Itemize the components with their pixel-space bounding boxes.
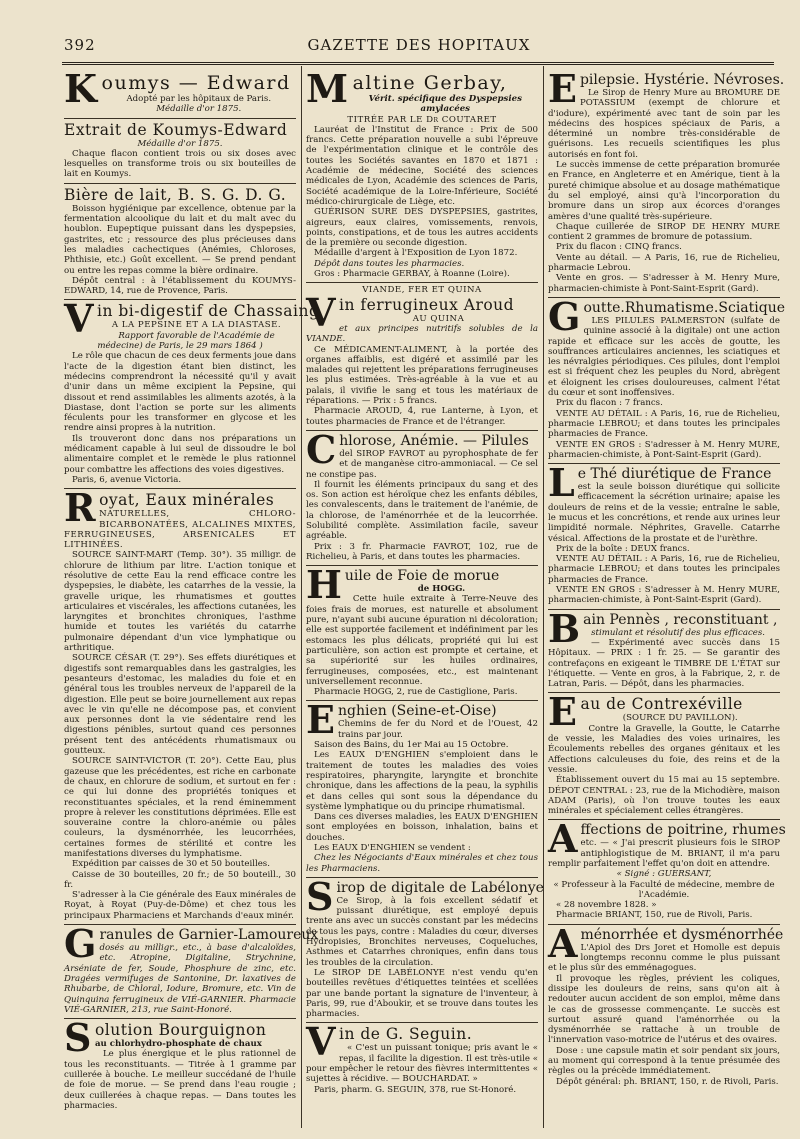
journal-title: GAZETTE DES HOPITAUX (307, 36, 531, 54)
ad-text: « C'est un puissant tonique; pris avant le « repas, il facilite la digestion. Il est très-utile « pour empêcher le retour des fièvres intermittentes « sujettes à récidive. — BOUCHARDAT. » (306, 1043, 538, 1085)
ad-text: Prix du flacon : CINQ francs. (556, 242, 682, 253)
ad-koumys-edward (64, 66, 296, 119)
ad-text: Médaille d'or 1875. (137, 138, 223, 149)
drop-cap: M (306, 66, 350, 111)
drop-cap: V (306, 1019, 336, 1065)
drop-cap: A (548, 920, 578, 966)
ad-heading: Aménorrhée et dysménorrhée (548, 920, 784, 966)
ad-text: Chemins de fer du Nord et de l'Ouest, 42 trains par jour. (337, 719, 538, 740)
ad-enghien (306, 697, 538, 877)
ad-text: Le plus énergique et le plus rationnel de tous les reconstituants. — Titrée à 1 gramme par cuillerée à bouche. Le meilleur succédané de l'huile de foie de morue. — Se prend dans l'eau rougie ; deux cuillerées à chaque repas. — Dans toutes les pharmacies. (64, 1049, 296, 1111)
ad-text: Établissement ouvert du 15 mai au 15 septembre. DÉPOT CENTRAL : 23, rue de la Michodière, maison ADAM (Paris), où l'on trouve toutes les eaux minérales et spécialement celles étrangères. (548, 775, 780, 817)
ad-sirop-favrot (306, 426, 538, 566)
ad-text: del SIROP FAVROT au pyrophosphate de fer et de manganèse citro-ammoniacal. — Ce sel ne constipe pas. (306, 448, 538, 480)
ad-heading: Epilepsie. Hystérie. Névroses. (548, 66, 785, 111)
ad-text: Médaille d'or 1875. (156, 104, 242, 115)
ad-bain-pennes (548, 605, 780, 694)
ad-heading: Koumys — Edward (64, 66, 291, 111)
ad-text: VIANDE, FER ET QUINA (362, 285, 482, 296)
column-separator (543, 66, 544, 1128)
ad-text: Ce MÉDICAMENT-ALIMENT, à la portée des organes affaiblis, est digéré et assimilé par les malades qui rejettent les préparations ferrugineuses les plus estimées. Très-agréable à la vue et au palais, il vivifie le sang et tous les matériaux de réparations. — Prix : 5 francs. (306, 344, 538, 407)
ad-text: S'adresser à la Cie générale des Eaux minérales de Royat, à Royat (Puy-de-Dôme) et chez tous les principaux Pharmaciens et Marchands d'eaux minér. (64, 890, 296, 921)
ad-heading: Sirop de digitale de Labélonye (306, 873, 544, 919)
ad-heading: Affections de poitrine, rhumes (548, 816, 786, 862)
ad-text: Saison des Bains, du 1er Mai au 15 Octobre. (314, 740, 509, 751)
ad-heading: Enghien (Seine-et-Oise) (306, 697, 497, 743)
ad-text: Lauréat de l'Institut de France : Prix de 500 francs. Cette préparation nouvelle a subi l'épreuve de l'expérimentation clinique et le contrôle des toutes les Sociétés savantes en 1870 et 1871 : Académie de médecine, Société des sciences médicales de Lyon, Académie des sciences de Paris, Société académique de la Loire-Inférieure, Société médico-chirurgicale de Liège, etc. (306, 124, 538, 207)
drop-cap: S (64, 1015, 92, 1061)
ad-text: Paris, pharm. G. SEGUIN, 378, rue St-Honoré. (314, 1084, 517, 1095)
ad-text: Prix du flacon : 7 francs. (556, 398, 663, 409)
ad-heading: Royat, Eaux minérales (64, 485, 275, 531)
drop-cap: C (306, 426, 337, 472)
ad-text: Expédition par caisses de 30 et 50 bouteilles. (72, 859, 270, 870)
column-2 (306, 66, 544, 1128)
ad-text: Les EAUX D'ENGHIEN s'emploient dans le traitement de toutes les maladies des voies respiratoires, pharyngite, laryngite et bronchite chronique, dans les affections de la peau, la syphilis et dans celles qui sont sous la dépendance du système lymphatique ou du principe rhumatismal. (306, 750, 538, 812)
ad-text: SOURCE SAINT-MART (Temp. 30°). 35 milligr. de chlorure de lithium par litre. L'action tonique et résolutive de cette Eau la rend efficace contre les dyspepsies, le diabète, les catarrhes de la vessie, la gravelle urique, les rhumatismes et gouttes articulaires et viscérales, les affections cutanées, les laryngites et bronchites chroniques, l'asthme humide et toutes les variétés du catarrhe pulmonaire dépendant d'un vice lymphatique ou arthritique. (64, 550, 296, 654)
ad-text: TITRÉE PAR LE Dr COUTARET (347, 114, 497, 125)
drop-cap: S (306, 873, 334, 919)
drop-cap: V (64, 296, 94, 342)
ad-text: — Expérimenté avec succès dans 15 Hôpitaux. — PRIX : 1 fr. 25. — Se garantir des contrefaçons en exigeant le TIMBRE DE L'ÉTAT sur l'étiquette. — Vente en gros, à la Fabrique, 2, r. de Latran, Paris. — Dépôt, dans les pharmacies. (548, 637, 780, 690)
ad-text: stimulant et résolutif des plus efficaces. (591, 627, 766, 638)
ad-text: Adopté par les hôpitaux de Paris. (126, 94, 272, 104)
ad-sirop-labelonye (306, 873, 544, 1024)
ad-text: Boisson hygiénique par excellence, obtenue par la fermentation alcoolique du lait et du malt avec du houblon. Eupeptique puissant dans les dyspepsies, gastrites, etc ; ressource des plus précieuses dans les maladies cachectiques (Anémies, Chloroses, Phthisie, etc.) Goût excellent. — Se prend pendant ou entre les repas comme la bière ordinaire. (64, 203, 296, 276)
ad-text: Prix : 3 fr. Pharmacie FAVROT, 102, rue de Richelieu, à Paris, et dans toutes les pharmacies. (306, 541, 538, 562)
ad-text: L'Apiol des Drs Joret et Homolle est depuis longtemps reconnu comme le plus puissant et le plus sûr des emménagogues. (548, 942, 780, 974)
ad-text: Les EAUX D'ENGHIEN se vendent : (314, 843, 471, 853)
ad-text: etc. — « J'ai prescrit plusieurs fois le SIROP antiphlogistique de M. BRIANT, il m'a paru remplir parfaitement l'effet qu'on doit en attendre. (548, 838, 780, 869)
ad-text: (SOURCE DU PAVILLON). (622, 713, 738, 724)
drop-cap: B (548, 605, 581, 651)
ad-contrexeville (548, 689, 780, 820)
ad-text: Le SIROP DE LABÉLONYE n'est vendu qu'en bouteilles revêtues d'étiquettes teintées et scellées par une bande portant la signature de l'inventeur, à Paris, 99, rue d'Aboukir, et se trouve dans toutes les pharmacies. (306, 967, 538, 1020)
ad-text: Pharmacie BRIANT, 150, rue de Rivoli, Paris. (556, 910, 753, 921)
ad-granules-garnier (64, 921, 319, 1019)
ad-heading: Chlorose, Anémie. — Pilules (306, 426, 529, 472)
ad-text: SOURCE CÉSAR (T. 29°). Ses effets diurétiques et digestifs sont remarquables dans les gastralgies, les pesanteurs d'estomac, les maladies du foie et en général tous les troubles nerveux de l'appareil de la digestion. Elle peut se boire journellement aux repas avec le vin qu'elle ne décompose pas, et convient aux personnes dont la vie sédentaire rend les digestions pénibles, surtout quand ces personnes présent tent des antécédents rhumatismaux ou goutteux. (64, 653, 296, 757)
ad-heading: Eau de Contrexéville (548, 689, 743, 735)
ad-text: LES PILULES PALMERSTON (sulfate de quinine associé à la digitale) ont une action rapide et efficace sur les accès de goutte, les souffrances articulaires anciennes, les sciatiques et les névralgies périodiques. Ces pilules, dont l'emploi est si fréquent chez les peuples du Nord, abrègent et éloignent les crises douloureuses, calment l'état du cœur et sont inoffensives. (548, 315, 780, 399)
ad-heading: Vin de G. Seguin. (306, 1019, 473, 1065)
ad-text: Dépôt dans toutes les pharmacies. (314, 258, 465, 269)
ad-text: SOURCE SAINT-VICTOR (T. 20°). Cette Eau, plus gazeuse que les précédentes, est riche en carbonate de chaux, en chlorure de sodium, et surtout en fer : ce qui lui donne des propriétés toniques et reconstituantes spéciales, et la rend éminemment propre à relever les constitutions déprimées. Elle est souveraine contre la chloro-anémie ou pâles couleurs, la dysménorrhée, les leucorrhées, certaines formes de stérilité et contre les manifestations diverses du lymphatisme. (64, 756, 296, 859)
ad-text: Rapport favorable de l'Académie de médecine) de Paris, le 29 mars 1864 ) (97, 330, 275, 352)
ad-royat (64, 485, 296, 925)
ad-text: Cette huile extraite à Terre-Neuve des foies frais de morues, est naturelle et absolument pure, n'ayant subi aucune épuration ni décoloration; elle est supportée facilement et indéfiniment par les estomacs les plus délicats, propriété qui lui est particulière, son action est prompte et certaine, et sa supériorité sur les huiles ordinaires, ferrugineuses, composées, etc., est maintenant universellement reconnue. (306, 594, 538, 687)
ad-maltine-gerbay (306, 66, 538, 283)
ad-text: Pharmacie AROUD, 4, rue Lanterne, à Lyon, et toutes pharmacies de France et de l'étranger. (306, 406, 538, 427)
ad-text: VENTE EN GROS : S'adresser à M. Henry MURE, pharmacien-chimiste, à Pont-Saint-Esprit (Gard). (548, 585, 780, 606)
ad-affections-poitrine (548, 816, 786, 924)
drop-cap: G (548, 293, 581, 339)
ad-the-diuretique (548, 460, 780, 610)
ad-heading: Extrait de Koumys-Edward (64, 120, 288, 139)
ad-text: Gros : Pharmacie GERBAY, à Roanne (Loire). (314, 269, 510, 280)
ad-text: GUÉRISON SURE DES DYSPEPSIES, gastrites, aigreurs, eaux claires, vomissements, renvois, points, constipations, et de tous les autres accidents de la première ou seconde digestion. (306, 207, 538, 249)
ad-text: VENTE EN GROS : S'adresser à M. Henry MURE, pharmacien-chimiste, à Pont-Saint-Esprit (Gard). (548, 439, 780, 460)
ad-text: Caisse de 30 bouteilles, 20 fr.; de 50 bouteill., 30 fr. (64, 869, 296, 890)
ad-apiol (548, 920, 784, 1090)
ad-text: Il provoque les règles, prévient les coliques, dissipe les douleurs de reins, sans qu'on ait à redouter aucun accident de son emploi, même dans le cas de grossesse commençante. Le succès est surtout assuré quand l'aménorrhée ou la dysménorrhée se rattache à un trouble de l'innervation vaso-motrice de l'utérus et des ovaires. (548, 973, 780, 1046)
ad-solution-bourguignon (64, 1015, 296, 1114)
drop-cap: E (548, 66, 577, 111)
ad-text: est la seule boisson diurétique qui sollicite efficacement la sécrétion urinaire; apaise les douleurs de reins et de la vessie; entraîne le sable, le mucus et les concrétions, et rende aux urines leur limpidité normale. Néphrites, Gravelle. Catarrhe vésical. Affections de la prostate et de l'urèthre. (548, 482, 780, 544)
column-1 (64, 66, 320, 1128)
ad-huile-hogg (306, 562, 538, 701)
ad-goutte-rhumatisme (548, 293, 786, 464)
drop-cap: K (64, 66, 99, 111)
ad-heading: Bière de lait, B. S. G. D. G. (64, 185, 287, 204)
ad-text: AU QUINA (412, 313, 465, 324)
ad-text: Dépôt général: ph. BRIANT, 150, r. de Rivoli, Paris. (556, 1076, 779, 1087)
ad-vin-seguin (306, 1019, 538, 1097)
ad-heading: Bain Pennès , reconstituant , (548, 605, 778, 651)
ad-text: Ils trouveront donc dans nos préparations un médicament capable à lui seul de dissoudre le bol alimentaire complet et le remède le plus rationnel pour combattre les affections des voies digestives. (64, 433, 296, 475)
drop-cap: H (306, 562, 342, 608)
ad-text: VENTE AU DÉTAIL : A Paris, 16, rue de Richelieu, pharmacie LEBROU; et dans toutes les principales pharmacies de France. (548, 408, 780, 440)
page-header (64, 36, 774, 58)
ad-text: Il fournit les éléments principaux du sang et des os. Son action est héroïque chez les enfants débiles, les convalescents, dans le traitement de l'anémie, de la chlorose, de l'aménorrhée et de la leucorrhée. Solubilité complète. Assimilation facile, saveur agréable. (306, 479, 538, 542)
ad-biere-de-lait (64, 184, 296, 301)
ad-text: Le succès immense de cette préparation bromurée en France, en Angleterre et en Amérique, tient à la pureté chimique absolue et au dosage mathématique du sel employé, ainsi qu'à l'incorporation du bromure dans un sirop aux écorces d'oranges amères d'une qualité très-supérieure. (548, 160, 780, 222)
ad-text: Pharmacie HOGG, 2, rue de Castiglione, Paris. (314, 687, 518, 698)
ad-heading: Goutte.Rhumatisme.Sciatique (548, 293, 786, 339)
ad-text: Ce Sirop, à la fois excellent sédatif et puissant diurétique, est employé depuis trente ans avec un succès constant par les médecins de tous les pays, contre : Maladies du cœur, diverses Hydropisies, Bronchites nerveuses, Coqueluches, Asthmes et Catarrhes chroniques, enfin dans tous les troubles de la circulation. (306, 895, 538, 968)
ad-text: « Signé : GUERSANT, (616, 869, 712, 880)
ad-text: Dans ces diverses maladies, les EAUX D'ENGHIEN sont employées en boisson, inhalation, bains et douches. (306, 812, 538, 843)
drop-cap: A (548, 816, 578, 862)
drop-cap: G (64, 921, 97, 967)
drop-cap: R (64, 485, 97, 531)
ad-text: Chez les Négociants d'Eaux minérales et chez tous les Pharmaciens. (306, 853, 538, 874)
ad-text: VENTE AU DÉTAIL : A Paris, 16, rue de Richelieu, pharmacie LEBROU; et dans toutes les principales pharmacies de France. (548, 554, 780, 585)
ad-heading: Granules de Garnier-Lamoureux (64, 921, 319, 967)
ad-text: dosés au milligr., etc., à base d'alcaloïdes, etc. Atropine, Digitaline, Strychnine, Arséniate de fer, Soude, Phosphure de zinc, etc. Dragées vermifuges de Santonine, Dr. laxatives de Rhubarbe, de Chloral, Iodure, Bromure, etc. Vin de Quinquina ferrugineux de VIÉ-GARNIER. Pharmacie VIÉ-GARNIER, 213, rue Saint-Honoré. (64, 943, 296, 1015)
ad-text: Vente au détail. — A Paris, 16, rue de Richelieu, pharmacie Lebrou. (548, 252, 780, 274)
drop-cap: V (306, 289, 336, 335)
ad-text: Le rôle que chacun de ces deux ferments joue dans l'acte de la digestion étant bien distinct, les médecins comprendront la nécessité qu'il y avait d'unir dans un même excipient la Pepsine, qui dissout et rend assimilables les aliments azotés, à la Diastase, dont l'action se porte sur les aliments féculents pour les transformer en glycose et les rendre ainsi propres à la nutrition. (64, 351, 296, 434)
ad-text: « 28 novembre 1828. » (556, 900, 657, 911)
ad-extrait-koumys (64, 119, 296, 184)
ad-text: Dose : une capsule matin et soir pendant six jours, au moment qui correspond à la tenue présumée des règles ou la précède immédiatement. (548, 1045, 780, 1077)
ad-text: Chaque flacon contient trois ou six doses avec lesquelles on transforme trois ou six bouteilles de lait en Koumys. (64, 148, 296, 180)
ad-text: Vérit. spécifique des Dyspepsies amylacées (368, 94, 522, 115)
column-separator (301, 66, 302, 1128)
ad-text: Vente en gros. — S'adresser à M. Henry Mure, pharmacien-chimiste à Pont-Saint-Esprit (Gard). (548, 273, 780, 294)
ad-vin-chassaing (64, 296, 320, 489)
ad-text: Chaque cuillerée de SIROP DE HENRY MURE contient 2 grammes de bromure de potassium. (548, 221, 780, 243)
ad-text: de HOGG. (417, 584, 466, 595)
drop-cap: E (306, 697, 335, 743)
ad-heading: Huile de Foie de morue (306, 562, 500, 608)
ad-epilepsie (548, 66, 785, 298)
drop-cap: E (548, 689, 578, 735)
ad-text: A LA PEPSINE ET A LA DIASTASE. (111, 320, 282, 331)
ad-text: Paris, 6, avenue Victoria. (72, 474, 182, 485)
ad-heading: Vin ferrugineux Aroud (306, 289, 515, 335)
ad-text: « Professeur à la Faculté de médecine, membre de l'Académie. (553, 879, 775, 900)
page-number: 392 (64, 36, 96, 54)
ad-text: Contre la Gravelle, la Goutte, le Catarrhe de vessie, les Maladies des voies urinaires, les Écoulements rebelles des organes génitaux et les Affections calculeuses du foie, des reins et de la vessie. (548, 723, 780, 775)
ad-heading: Maltine Gerbay, (306, 66, 508, 111)
drop-cap: L (548, 460, 575, 506)
ad-heading: Le Thé diurétique de France (548, 460, 772, 506)
ad-heading: Solution Bourguignon (64, 1015, 267, 1061)
header-rule (62, 62, 774, 65)
ad-text: Le Sirop de Henry Mure au BROMURE DE POTASSIUM (exempt de chlorure et d'iodure), expérimenté avec tant de soin par les médecins des hospices spéciaux de Paris, a déterminé un nombre très-considérable de guérisons. Les recueils scientifiques les plus autorisés en font foi. (548, 88, 780, 160)
ad-text: au chlorhydro-phosphate de chaux (94, 1039, 262, 1050)
ad-text: Prix de la boîte : DEUX francs. (556, 543, 690, 554)
ad-text: et aux principes nutritifs solubles de la VIANDE. (306, 323, 538, 345)
ad-text: Médaille d'argent à l'Exposition de Lyon 1872. (314, 248, 518, 259)
ad-text: NATURELLES, CHLORO-BICARBONATÉES, ALCALINES MIXTES, FERRUGINEUSES, ARSENICALES ET LITHINÉES. (64, 509, 296, 551)
ad-vin-aroud (306, 283, 538, 431)
ad-heading: Vin bi-digestif de Chassaing (64, 296, 320, 342)
column-3 (548, 66, 786, 1128)
ad-text: Dépôt central : à l'établissement du KOUMYS-EDWARD, 14, rue de Provence, Paris. (64, 275, 296, 297)
